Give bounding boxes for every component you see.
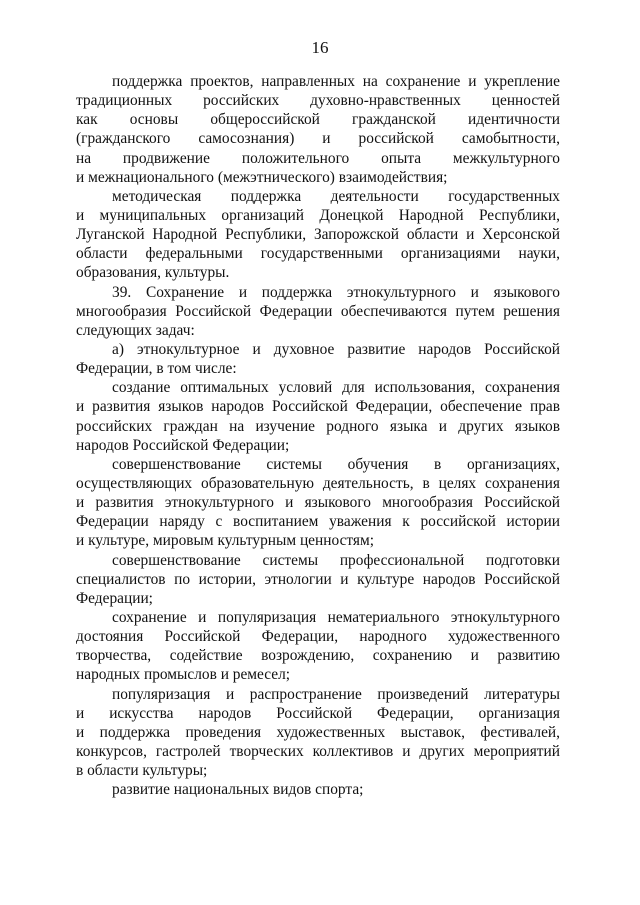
text-line: Федерации, в том числе:: [76, 360, 237, 378]
text-line: специалистов по истории, этнологии и культуре народов Российской: [76, 570, 560, 588]
text-line: на продвижение положительного опыта межкультурного: [76, 149, 560, 167]
text-line: и искусства народов Российской Федерации, организация: [76, 704, 560, 722]
text-line: Федерации;: [76, 589, 153, 607]
text-line: следующих задач:: [76, 321, 195, 339]
text-line: совершенствование системы профессиональной подготовки: [112, 551, 560, 569]
text-line: традиционных российских духовно-нравственных ценностей: [76, 92, 560, 110]
text-line: 39. Сохранение и поддержка этнокультурного и языкового: [112, 283, 560, 301]
text-line: и межнационального (межэтнического) взаимодействия;: [76, 168, 448, 186]
text-line: творчества, содействие возрождению, сохранению и развитию: [76, 647, 560, 665]
page-number: 16: [311, 38, 329, 57]
text-line: а) этнокультурное и духовное развитие народов Российской: [112, 340, 560, 358]
text-line: создание оптимальных условий для использования, сохранения: [112, 379, 560, 397]
text-line: осуществляющих образовательную деятельность, в целях сохранения: [76, 474, 560, 492]
text-line: народных промыслов и ремесел;: [76, 666, 291, 684]
text-line: сохранение и популяризация нематериального этнокультурного: [112, 608, 560, 626]
text-line: достояния Российской Федерации, народного художественного: [76, 628, 560, 646]
text-line: популяризация и распространение произведений литературы: [112, 685, 560, 703]
text-line: как основы общероссийской гражданской идентичности: [76, 111, 560, 129]
text-line: поддержка проектов, направленных на сохранение и укрепление: [112, 73, 560, 90]
text-line: и муниципальных организаций Донецкой Народной Республики,: [76, 206, 560, 224]
text-line: образования, культуры.: [76, 264, 230, 282]
text-line: развитие национальных видов спорта;: [112, 781, 364, 799]
text-line: области федеральными государственными организациями науки,: [76, 245, 560, 263]
text-line: в области культуры;: [76, 762, 208, 780]
text-line: Луганской Народной Республики, Запорожской области и Херсонской: [76, 226, 560, 244]
document-body: [76, 72, 560, 799]
text-line: и развития языков народов Российской Федерации, обеспечение прав: [76, 398, 560, 416]
text-line: совершенствование системы обучения в организациях,: [112, 455, 560, 473]
text-line: многообразия Российской Федерации обеспечиваются путем решения: [76, 302, 560, 320]
text-line: российских граждан на изучение родного языка и других языков: [76, 417, 560, 435]
text-line: (гражданского самосознания) и российской самобытности,: [76, 130, 560, 148]
text-line: и поддержка проведения художественных выставок, фестивалей,: [76, 723, 560, 741]
text-line: и развития этнокультурного и языкового многообразия Российской: [76, 494, 560, 512]
text-line: методическая поддержка деятельности государственных: [112, 187, 560, 205]
text-line: народов Российской Федерации;: [76, 436, 290, 454]
text-line: Федерации наряду с воспитанием уважения к российской истории: [76, 513, 560, 531]
text-line: конкурсов, гастролей творческих коллективов и других мероприятий: [76, 742, 560, 760]
text-line: и культуре, мировым культурным ценностям;: [76, 532, 375, 550]
